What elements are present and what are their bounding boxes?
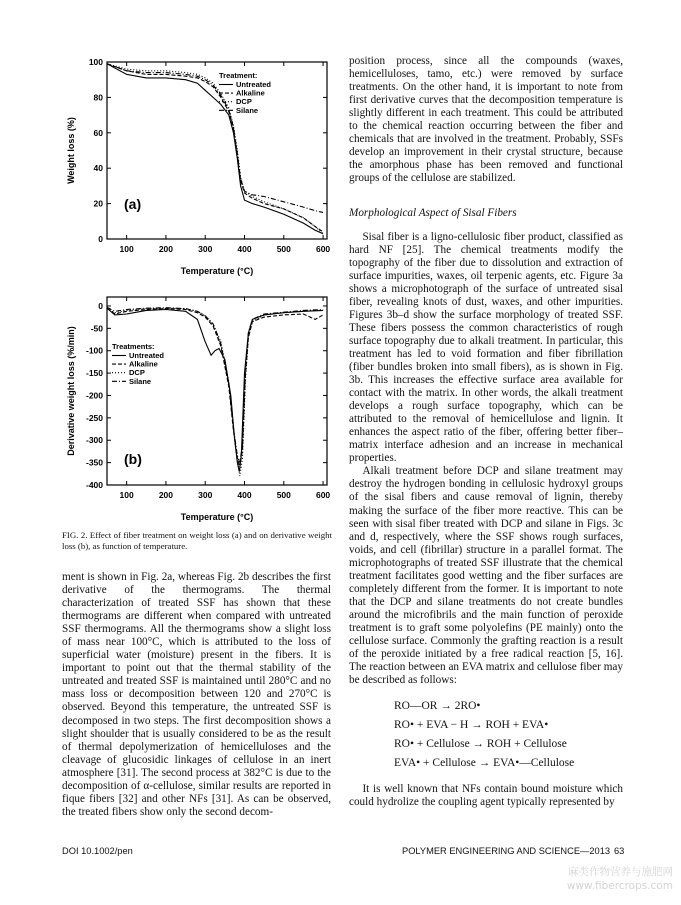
paragraph: ment is shown in Fig. 2a, whereas Fig. 2b describes the first derivative of the thermograms. The thermal characterization of treated SSF has shown that these thermograms are different when compared with untreated SSF thermograms. All the thermograms show a slight loss of mass near 100°C, which is attributed to the loss of superficial water (moisture) present in the fibers. It is important to point out that the thermal stability of the untreated and treated SSF is maintained until 280°C and no mass loss or decomposition between 120 and 270°C is observed. Beyond this temperature, the untreated SSF is decomposed in two steps. The first decomposition shows a slight shoulder that is usually considered to be as the result of thermal depolymerization of hemicelluloses and the cleavage of glucosidic linkages of cellulose in an inert atmosphere [31]. The second process at 382°C is due to the decomposition of α-cellulose, similar results are reported in fique fibers [32] and other NFs [31]. As can be observed, the treated fibers show only the second decom- [62,571,331,818]
y-tick-label: -200 [85,390,103,401]
reaction-equations [394,697,623,773]
x-tick-label: 300 [198,490,213,500]
x-tick-label: 100 [119,490,134,500]
figure-2-svg [62,52,332,522]
panel-label: (a) [124,196,142,212]
chart-panel-a [66,57,330,276]
y-tick-label: 0 [98,300,103,311]
x-tick-label: 600 [315,244,331,254]
legend-entry: Silane [236,105,259,115]
plot-frame [107,62,327,239]
paragraph: position process, since all the compounds (waxes, hemicelluloses, tamo, etc.) were removed by surface treatments. On the other hand, it is important to note from first derivative curves that the decomposition temperature is slightly different in each treatment. This could be attributed to the chemical reaction occurring between the fiber and chemicals that are involved in the treatment. Probably, SSFs develop an improvement in their crystal structure, because the amorphous phase has been removed and functional groups of the cellulose are stabilized. [349,55,623,185]
chart-panel-b [66,297,330,522]
footer-page-number: 63 [614,846,625,856]
y-tick-label: 20 [93,198,103,209]
y-tick-label: -50 [90,323,103,334]
x-tick-label: 200 [158,490,174,500]
left-column [62,571,331,819]
x-tick-label: 500 [276,244,291,254]
y-tick-label: -400 [85,480,103,490]
footer-doi: DOI 10.1002/pen [62,846,133,856]
right-column [349,55,623,809]
y-axis-label: Derivative weight loss (%/min) [66,326,76,456]
series-line-silane [107,64,323,213]
y-axis-label: Weight loss (%) [66,117,76,184]
section-heading: Morphological Aspect of Sisal Fibers [349,207,517,220]
y-tick-label: 80 [93,92,103,103]
paragraph: Alkali treatment before DCP and silane treatment may destroy the hydrogen bonding in cellulosic hydroxyl groups of the sisal fibers and cause removal of lignin, thereby making the surface of the fiber more reactive. This can be seen with sisal fiber treated with DCP and silane in Figs. 3c and d, respectively, where the SSF shows rough surfaces, voids, and cell (fibrillar) structure in a parallel format. The microphotographs of treated SSF illustrate that the chemical treatment facilitates good wetting and the fiber surfaces are completely different from the former. It is important to note that the DCP and silane treatments do not create bundles around the microfibrils and the main function of peroxide treatment is to graft some polyolefins (PE mainly) onto the cellulose surface. Commonly the grafting reaction is a result of the peroxide initiated by a free radical reaction [5, 16]. The reaction between an EVA matrix and cellulose fiber may be described as follows: [349,465,623,687]
legend-entry: DCP [129,368,145,378]
y-tick-label: -300 [85,435,103,446]
series-line-alkaline [107,308,323,467]
figure-2 [62,52,332,527]
watermark-url: www.fibercrops.com [566,880,673,892]
y-tick-label: 40 [93,163,103,174]
legend-entry: Silane [129,376,152,386]
y-tick-label: -250 [85,412,103,423]
x-tick-label: 500 [276,490,291,500]
x-tick-label: 600 [315,490,331,500]
y-tick-label: -150 [85,368,103,379]
legend-entry: Untreated [236,80,272,89]
footer-journal: POLYMER ENGINEERING AND SCIENCE—2013 [402,846,611,856]
x-tick-label: 100 [119,244,134,254]
y-tick-label: 0 [98,234,103,244]
paragraph: Sisal fiber is a ligno-cellulosic fiber product, classified as hard NF [25]. The chemical treatments modify the topography of the fiber due to dissolution and extraction of surface impurities, waxes, oil terpenic agents, etc. Figure 3a shows a microphotograph of the surface of untreated sisal fiber, revealing knots of dust, waxes, and other impurities. Figures 3b–d show the surface morphology of treated SSF. These fibers possess the common characteristics of rough surface topography due to alkali treatment. In particular, this treatment has led to void formation and fiber fibrillation (fiber bundles broken into small fibers), as is shown in Fig. 3b. This increases the effective surface area available for contact with the matrix. In other words, the alkali treatment develops a rough surface topography, which can be attributed to the removal of hemicellulose and lignin. It enhances the aspect ratio of the fiber, offering better fiber–matrix interface adhesion and an increase in mechanical properties. [349,230,623,465]
legend-title: Treatment: [219,71,258,80]
equation: RO• + EVA − H → ROH + EVA• [394,719,549,732]
paragraph: It is well known that NFs contain bound moisture which could hydrolize the coupling agent typically represented by [349,783,623,809]
watermark-text: 麻类作物营养与施肥网 [568,866,673,878]
figure-caption: FIG. 2. Effect of fiber treatment on weight loss (a) and on derivative weight loss (b), as function of temperature. [62,530,332,551]
x-axis-label: Temperature (°C) [180,512,254,522]
legend-entry: DCP [236,97,252,107]
y-tick-label: -100 [85,345,103,356]
y-tick-label: -350 [85,457,103,468]
x-tick-label: 400 [237,244,252,254]
series-line-untreated [107,308,323,471]
equation: RO• + Cellulose → ROH + Cellulose [394,738,567,751]
x-tick-label: 300 [198,244,213,254]
y-tick-label: 100 [88,57,103,67]
legend-entry: Alkaline [129,359,158,369]
y-tick-label: 60 [93,127,103,138]
x-tick-label: 200 [158,244,174,254]
panel-label: (b) [124,451,142,467]
legend-entry: Untreated [129,351,165,360]
equation: EVA• + Cellulose → EVA•—Cellulose [394,757,575,770]
x-tick-label: 400 [237,490,252,500]
legend-title: Treatments: [112,342,155,351]
legend-entry: Alkaline [236,88,265,98]
equation: RO—OR → 2RO• [394,700,481,713]
x-axis-label: Temperature (°C) [180,266,254,276]
